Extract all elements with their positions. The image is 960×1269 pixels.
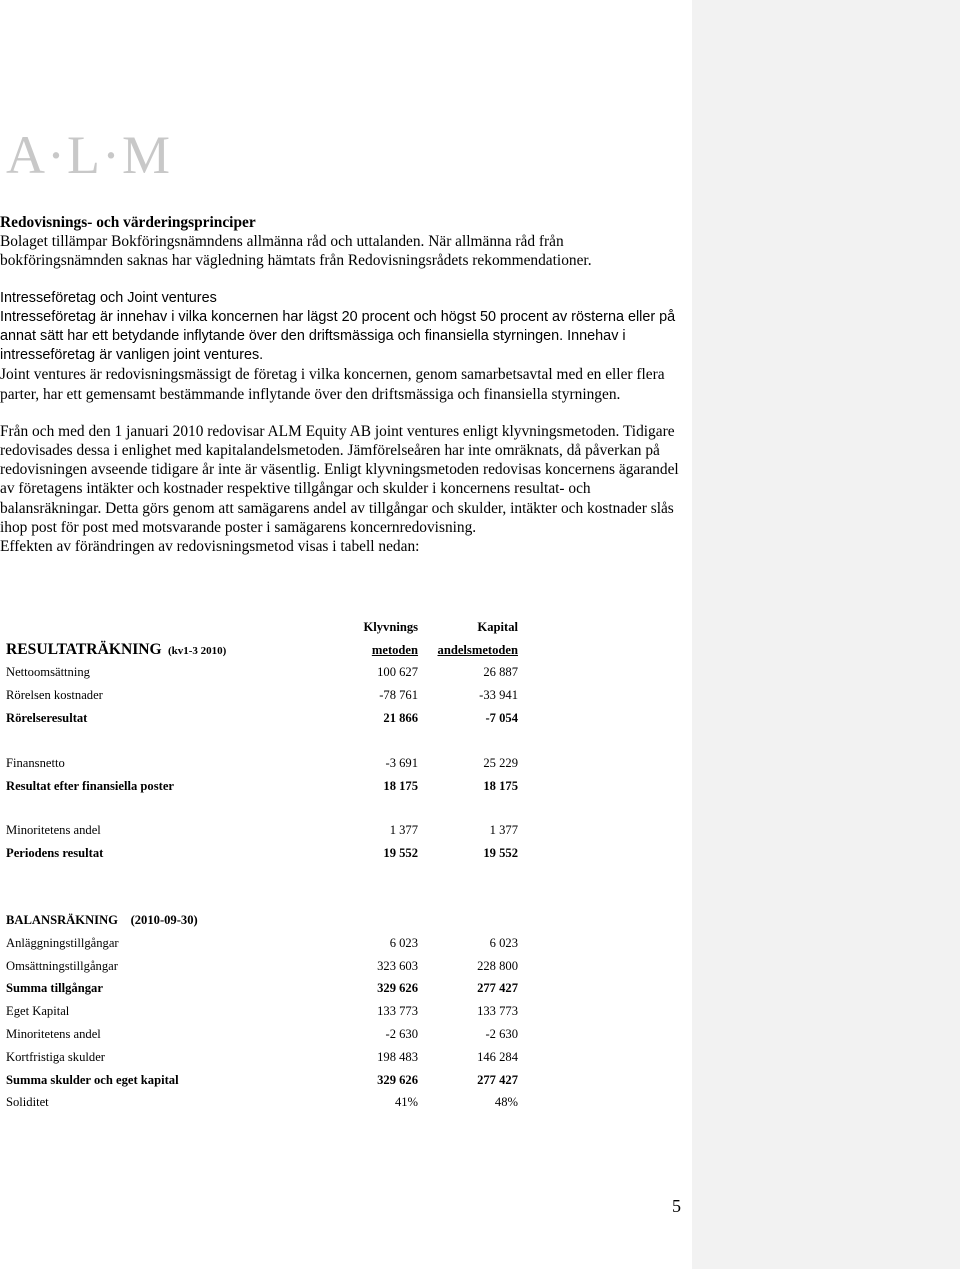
row-value-klyvning: 100 627: [377, 665, 419, 680]
row-value-klyvning: 1 377: [389, 823, 419, 838]
row-label: Summa skulder och eget kapital: [6, 1072, 179, 1087]
row-label: Eget Kapital: [6, 1004, 70, 1019]
company-logo: A·L·M: [6, 125, 172, 185]
row-label: Rörelsen kostnader: [6, 688, 103, 703]
col1-header-bottom: metoden: [371, 642, 419, 657]
row-label: Omsättningstillgångar: [6, 958, 118, 973]
row-value-klyvning: 329 626: [377, 981, 419, 996]
row-value-kapital: 25 229: [483, 755, 518, 770]
income-title: RESULTATRÄKNING: [6, 641, 162, 659]
page-margin-strip: [692, 0, 960, 1269]
row-value-kapital: 146 284: [477, 1049, 518, 1064]
row-value-klyvning: -78 761: [379, 688, 419, 703]
row-value-klyvning: -3 691: [385, 755, 419, 770]
row-value-kapital: 6 023: [489, 935, 518, 950]
row-label: Minoritetens andel: [6, 823, 101, 838]
row-value-klyvning: 198 483: [377, 1049, 419, 1064]
principles-heading: Redovisnings- och värderingsprinciper: [0, 214, 256, 231]
balance-title-row: [6, 909, 518, 932]
table-row: [6, 662, 518, 685]
principles-text: Bolaget tillämpar Bokföringsnämndens allmänna råd och uttalanden. När allmänna råd från bokföringsnämnden saknas har vägledning hämtats från Redovisningsrådets rekommendationer.: [0, 233, 592, 270]
table-row: [6, 932, 518, 955]
col2-header-top: Kapital: [477, 619, 518, 634]
row-label: Rörelseresultat: [6, 711, 88, 726]
document-body: [0, 213, 685, 556]
row-value-kapital: 18 175: [483, 778, 518, 793]
table-row: [6, 684, 518, 707]
row-label: Periodens resultat: [6, 846, 104, 861]
income-period: (kv1-3 2010): [167, 645, 227, 658]
row-value-klyvning: 41%: [394, 1095, 419, 1110]
row-value-kapital: 1 377: [489, 823, 518, 838]
row-value-kapital: 133 773: [477, 1004, 518, 1019]
income-title-row: [6, 639, 518, 662]
table-row: [6, 752, 518, 775]
row-value-kapital: -2 630: [485, 1027, 518, 1042]
table-row: [6, 1000, 518, 1023]
row-value-kapital: 48%: [494, 1095, 518, 1110]
col1-header-top: Klyvnings: [363, 619, 419, 634]
row-label: Resultat efter finansiella poster: [6, 778, 175, 793]
row-value-klyvning: 329 626: [377, 1072, 419, 1087]
balance-period: (2010-09-30): [130, 913, 198, 928]
row-value-klyvning: 18 175: [383, 778, 419, 793]
row-value-kapital: 19 552: [483, 846, 518, 861]
joint-ventures-heading: Intresseföretag och Joint ventures: [0, 289, 217, 306]
row-value-klyvning: 21 866: [383, 711, 419, 726]
page-number: 5: [672, 1196, 681, 1216]
table-row: [6, 842, 518, 865]
row-label: Anläggningstillgångar: [6, 935, 119, 950]
row-label: Kortfristiga skulder: [6, 1049, 105, 1064]
financial-table: [6, 616, 518, 1114]
row-value-klyvning: 323 603: [377, 958, 419, 973]
table-row: [6, 955, 518, 978]
row-value-kapital: -33 941: [479, 688, 518, 703]
balance-title: BALANSRÄKNING: [6, 913, 118, 928]
table-row: [6, 978, 518, 1001]
row-value-kapital: -7 054: [485, 711, 518, 726]
row-value-kapital: 277 427: [477, 981, 518, 996]
joint-ventures-text-2: Joint ventures är redovisningsmässigt de företag i vilka koncernen, genom samarbetsavtal med en eller flera parter, har ett gemensamt bestämmande inflytande över den driftsmässiga och finansiella styrningen.: [0, 366, 665, 403]
row-value-kapital: 277 427: [477, 1072, 518, 1087]
row-value-kapital: 228 800: [477, 958, 518, 973]
table-row: [6, 1046, 518, 1069]
row-value-kapital: 26 887: [483, 665, 518, 680]
row-label: Summa tillgångar: [6, 981, 103, 996]
col2-header-bottom: andelsmetoden: [437, 642, 518, 657]
table-row: [6, 820, 518, 843]
table-row: [6, 775, 518, 798]
row-value-klyvning: -2 630: [385, 1027, 419, 1042]
row-label: Nettoomsättning: [6, 665, 90, 680]
table-row: [6, 1092, 518, 1115]
table-row: [6, 707, 518, 730]
row-value-klyvning: 19 552: [383, 846, 419, 861]
table-row: [6, 1023, 518, 1046]
effect-text: Effekten av förändringen av redovisningsmetod visas i tabell nedan:: [0, 538, 420, 556]
table-row: [6, 1069, 518, 1092]
row-label: Minoritetens andel: [6, 1027, 101, 1042]
row-value-klyvning: 133 773: [377, 1004, 419, 1019]
table-header-row: [6, 616, 518, 639]
joint-ventures-text-1: Intresseföretag är innehav i vilka koncernen har lägst 20 procent och högst 50 procent av rösterna eller på annat sätt har ett betydande inflytande över den driftsmässiga och finansiella styrningen. Innehav i intresseföretag är vanligen joint ventures.: [0, 308, 676, 364]
method-change-text: Från och med den 1 januari 2010 redovisar ALM Equity AB joint ventures enligt klyvningsmetoden. Tidigare redovisades dessa i enlighet med kapitalandelsmetoden. Jämförelseåren har inte omräknats, då påverkan på redovisningen avseende tidigare år inte är väsentlig. Enligt klyvningsmetoden redovisas koncernens ägarandel av företagens intäkter och kostnader respektive tillgångar och skulder i koncernens resultat- och balansräkningar. Detta görs genom att samägarens andel av tillgångar och skulder, intäkter och kostnader slås ihop post för post med motsvarande poster i samägarens koncernredovisning.: [0, 422, 679, 536]
row-label: Soliditet: [6, 1095, 49, 1110]
row-label: Finansnetto: [6, 755, 65, 770]
row-value-klyvning: 6 023: [389, 935, 419, 950]
